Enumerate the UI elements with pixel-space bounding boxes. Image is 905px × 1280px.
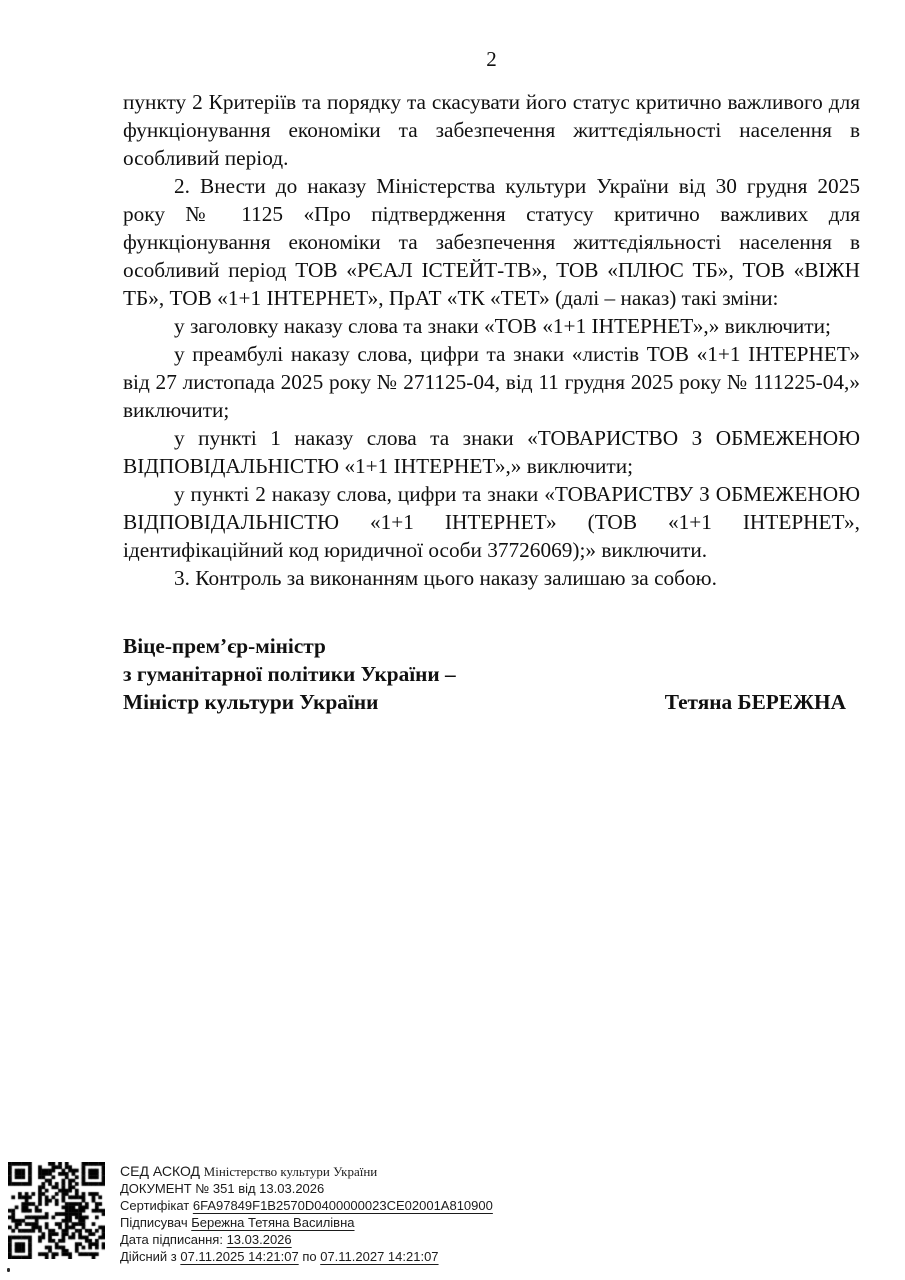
body-paragraph: у преамбулі наказу слова, цифри та знаки «листів ТОВ «1+1 ІНТЕРНЕТ» від 27 листопада 2025 року № 271125-04, від 11 грудня 2025 року № 111225-04,» виключити; (123, 342, 860, 422)
validity-to: 07.11.2027 14:21:07 (320, 1249, 439, 1264)
stamp-system: СЕД АСКОД (120, 1163, 201, 1179)
signer-title-row (123, 688, 860, 716)
signer-label: Підписувач (120, 1215, 188, 1230)
body-paragraph: 2. Внести до наказу Міністерства культури України від 30 грудня 2025 року № 1125 «Про підтвердження статусу критично важливих для функціонування економіки та забезпечення життєдіяльності населення в особливий період ТОВ «РЄАЛ ІСТЕЙТ-ТВ», ТОВ «ПЛЮС ТБ», ТОВ «ВІЖН ТБ», ТОВ «1+1 ІНТЕРНЕТ», ПрАТ «ТК «ТЕТ» (далі – наказ) такі зміни: (123, 174, 860, 310)
validity-from: 07.11.2025 14:21:07 (180, 1249, 299, 1264)
digital-signature-stamp (8, 1162, 493, 1265)
stamp-signer-line (120, 1214, 493, 1231)
signer-title-line: Віце-прем’єр-міністр (123, 634, 326, 658)
document-body (123, 88, 860, 592)
signer-value: Бережна Тетяна Василівна (191, 1215, 355, 1230)
validity-label: Дійсний з (120, 1249, 177, 1264)
page-number: 2 (486, 47, 497, 71)
stamp-certificate-line (120, 1197, 493, 1214)
body-paragraph: пункту 2 Критеріїв та порядку та скасувати його статус критично важливого для функціонування економіки та забезпечення життєдіяльності населення в особливий період. (123, 90, 860, 170)
body-paragraph: у пункті 1 наказу слова та знаки «ТОВАРИСТВО З ОБМЕЖЕНОЮ ВІДПОВІДАЛЬНІСТЮ «1+1 ІНТЕРНЕТ»,» виключити; (123, 426, 860, 478)
certificate-value: 6FA97849F1B2570D0400000023CE02001A810900 (192, 1198, 493, 1213)
stamp-date-line (120, 1231, 493, 1248)
body-paragraph: 3. Контроль за виконанням цього наказу залишаю за собою. (174, 566, 717, 590)
signer-title-line: з гуманітарної політики України – (123, 662, 456, 686)
signer-name: Тетяна БЕРЕЖНА (664, 690, 846, 714)
signature-block (123, 632, 860, 716)
stamp-system-line (120, 1163, 493, 1180)
stamp-document-line: ДОКУМЕНТ № 351 від 13.03.2026 (120, 1181, 325, 1196)
stamp-organization: Міністерство культури України (203, 1164, 378, 1179)
certificate-label: Сертифікат (120, 1198, 190, 1213)
validity-separator: по (302, 1249, 317, 1264)
sign-date-value: 13.03.2026 (226, 1232, 292, 1247)
sign-date-label: Дата підписання: (120, 1232, 223, 1247)
signer-title-line: Міністр культури України (123, 690, 379, 714)
scan-artifact-dot (7, 1268, 10, 1272)
stamp-validity-line (120, 1248, 493, 1265)
qr-code-icon (8, 1162, 105, 1259)
body-paragraph: у заголовку наказу слова та знаки «ТОВ «1+1 ІНТЕРНЕТ»,» виключити; (174, 314, 831, 338)
stamp-text (120, 1162, 493, 1265)
body-paragraph: у пункті 2 наказу слова, цифри та знаки «ТОВАРИСТВУ З ОБМЕЖЕНОЮ ВІДПОВІДАЛЬНІСТЮ «1+1 ІНТЕРНЕТ» (ТОВ «1+1 ІНТЕРНЕТ», ідентифікаційний код юридичної особи 37726069);» виключити. (123, 482, 860, 562)
